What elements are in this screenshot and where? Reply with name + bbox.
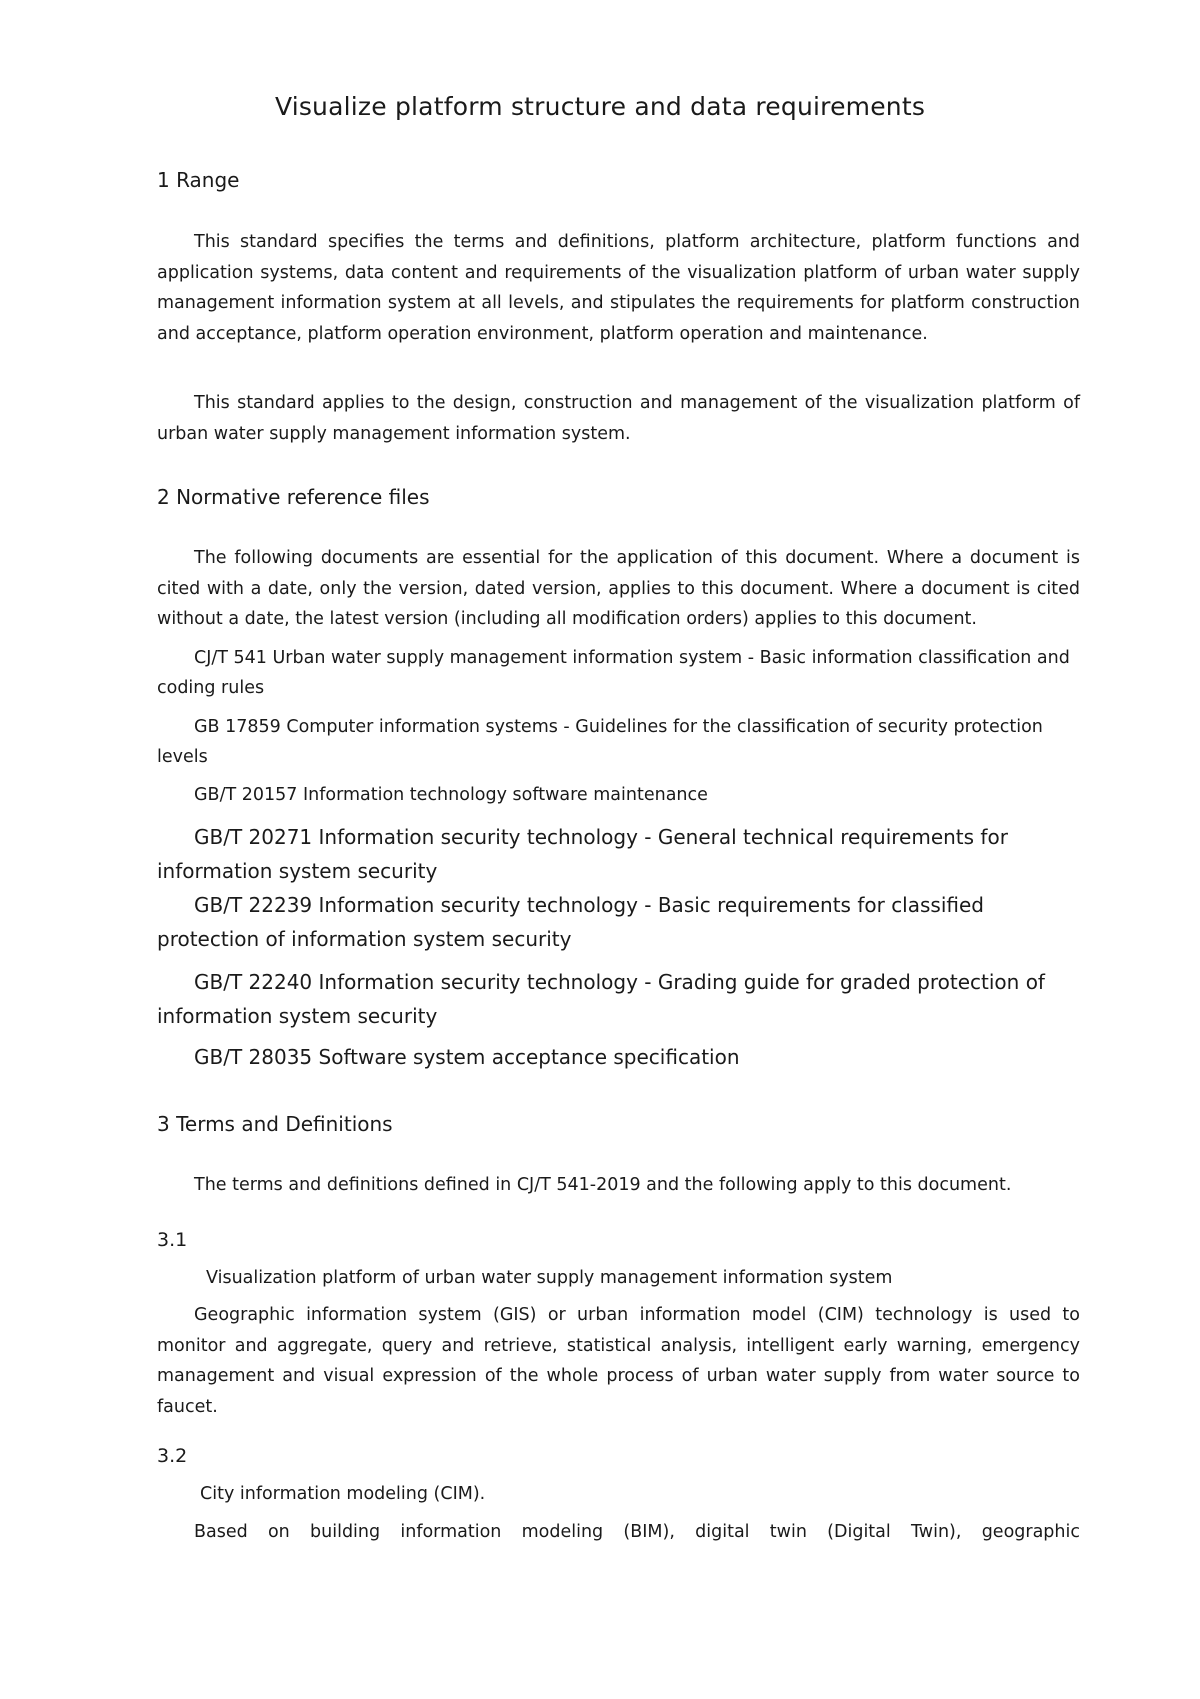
section-2-paragraph-1: The following documents are essential for the application of this document. Where a document is cited with a date, only the version, dated version, applies to this document. Where a document is cited without a date, the latest version (including all modification orders) applies to this document. xyxy=(157,548,1080,629)
reference-item: GB 17859 Computer information systems - Guidelines for the classification of security protection levels xyxy=(157,717,1043,767)
term-3-1-definition: Geographic information system (GIS) or urban information model (CIM) technology is used to monitor and aggregate, query and retrieve, statistical analysis, intelligent early warning, emergency management and visual expression of the whole process of urban water supply from water source to faucet. xyxy=(157,1305,1080,1417)
section-2-heading: 2 Normative reference files xyxy=(157,485,430,509)
section-1-paragraph-1: This standard specifies the terms and definitions, platform architecture, platform functions and application systems, data content and requirements of the visualization platform of urban water supply management information system at all levels, and stipulates the requirements for platform construction and acceptance, platform operation environment, platform operation and maintenance. xyxy=(157,232,1080,344)
reference-item: GB/T 20271 Information security technology - General technical requirements for information system security xyxy=(157,825,1008,883)
reference-item: CJ/T 541 Urban water supply management information system - Basic information classification and coding rules xyxy=(157,648,1070,698)
term-3-2-definition: Based on building information modeling (BIM), digital twin (Digital Twin), geographic xyxy=(194,1522,1080,1542)
section-1-heading: 1 Range xyxy=(157,168,240,192)
term-3-2-name: City information modeling (CIM). xyxy=(200,1484,486,1504)
term-3-1-name: Visualization platform of urban water supply management information system xyxy=(206,1268,893,1288)
term-3-1-number: 3.1 xyxy=(157,1229,188,1251)
reference-item: GB/T 28035 Software system acceptance specification xyxy=(194,1045,740,1069)
reference-item: GB/T 20157 Information technology software maintenance xyxy=(194,785,708,805)
reference-item: GB/T 22240 Information security technology - Grading guide for graded protection of information system security xyxy=(157,970,1045,1028)
section-1-paragraph-2: This standard applies to the design, construction and management of the visualization platform of urban water supply management information system. xyxy=(157,393,1080,444)
reference-item: GB/T 22239 Information security technology - Basic requirements for classified protection of information system security xyxy=(157,893,984,951)
section-3-intro: The terms and definitions defined in CJ/T 541-2019 and the following apply to this document. xyxy=(194,1175,1012,1195)
document-title: Visualize platform structure and data requirements xyxy=(274,92,926,121)
term-3-2-number: 3.2 xyxy=(157,1445,188,1467)
section-3-heading: 3 Terms and Definitions xyxy=(157,1112,393,1136)
